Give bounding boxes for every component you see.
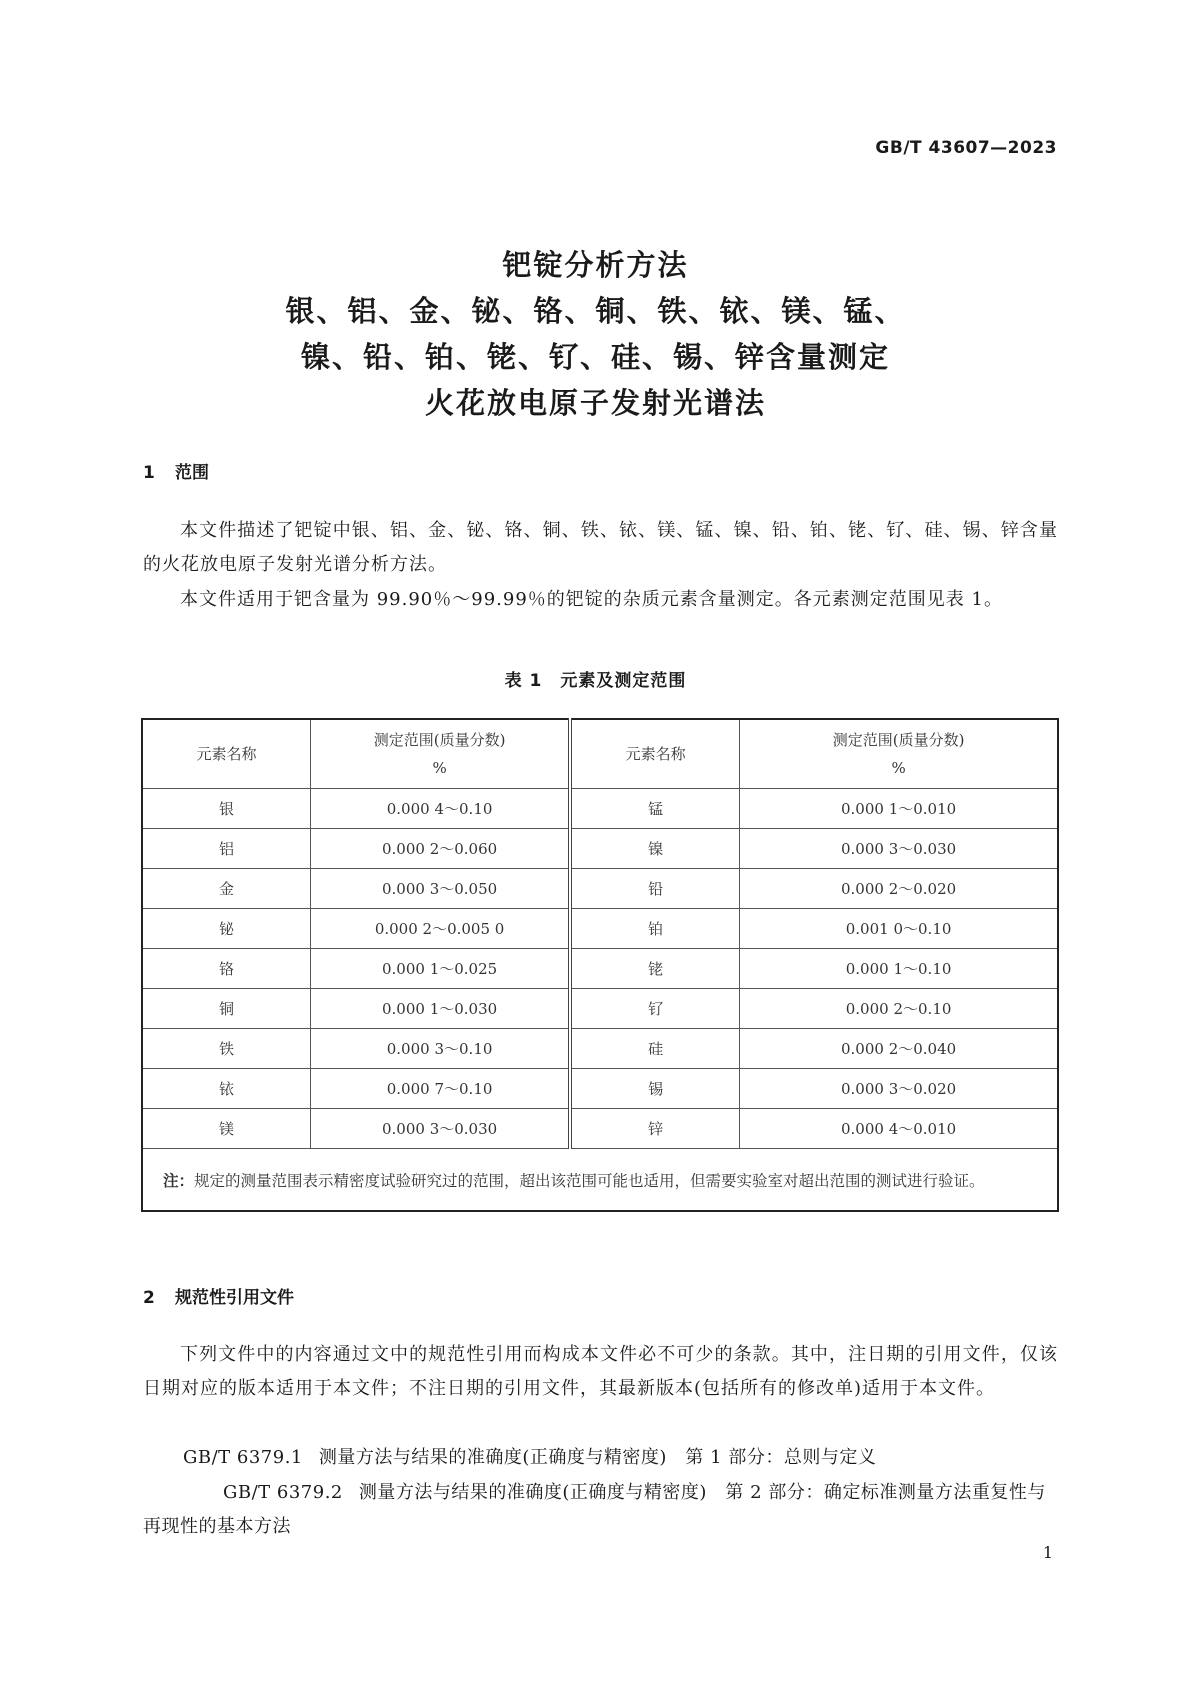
range-cell: 0.001 0～0.10 [740,909,1058,949]
table-row [142,869,1058,909]
scope-paragraph: 本文件适用于钯含量为 99.90％～99.99％的钯锭的杂质元素含量测定。各元素测定范围见表 1。 [180,589,1003,610]
element-cell: 铝 [142,829,311,869]
note-text: 规定的测量范围表示精密度试验研究过的范围，超出该范围可能也适用，但需要实验室对超出范围的测试进行验证。 [194,1171,985,1190]
range-cell: 0.000 4～0.10 [311,789,570,829]
element-cell: 铂 [570,909,740,949]
table-row [142,989,1058,1029]
range-cell: 0.000 2～0.060 [311,829,570,869]
reference-code: GB/T 6379.2 [223,1482,343,1503]
table-row [142,909,1058,949]
element-cell: 铱 [142,1069,311,1109]
section-2-heading [143,1283,294,1308]
element-range-table [141,718,1059,1212]
scope-paragraph: 本文件描述了钯锭中银、铝、金、铋、铬、铜、铁、铱、镁、锰、镍、铅、铂、铑、钌、硅、锡、锌含量的火花放电原子发射光谱分析方法。 [143,520,1058,575]
title-line: 火花放电原子发射光谱法 [424,386,766,420]
range-cell: 0.000 1～0.030 [311,989,570,1029]
table-header-row [142,719,1058,789]
title-line: 银、铝、金、铋、铬、铜、铁、铱、镁、锰、 [285,294,906,328]
table-note-row [142,1149,1058,1212]
element-cell: 铁 [142,1029,311,1069]
section-number: 1 [143,463,155,483]
table-row [142,1109,1058,1149]
element-cell: 镍 [570,829,740,869]
title-line: 钯锭分析方法 [502,248,689,282]
range-cell: 0.000 2～0.020 [740,869,1058,909]
element-cell: 银 [142,789,311,829]
range-cell: 0.000 7～0.10 [311,1069,570,1109]
range-cell: 0.000 2～0.005 0 [311,909,570,949]
reference-title: 测量方法与结果的准确度(正确度与精密度) 第 1 部分：总则与定义 [318,1447,877,1468]
table-row [142,949,1058,989]
page-number: 1 [1042,1543,1053,1562]
section-title: 规范性引用文件 [175,1288,294,1308]
reference-code: GB/T 6379.1 [183,1447,303,1468]
element-cell: 锡 [570,1069,740,1109]
element-cell: 钌 [570,989,740,1029]
header-element-name: 元素名称 [142,719,311,789]
range-cell: 0.000 3～0.030 [740,829,1058,869]
document-title [0,242,1191,426]
range-cell: 0.000 1～0.10 [740,949,1058,989]
range-cell: 0.000 4～0.010 [740,1109,1058,1149]
table-row [142,789,1058,829]
note-label: 注： [163,1171,195,1190]
header-range-label: 测定范围(质量分数) [373,731,506,749]
element-cell: 锌 [570,1109,740,1149]
reference-title: 测量方法与结果的准确度(正确度与精密度) 第 2 部分：确定标准测量方法重复性与再现性的基本方法 [143,1482,1046,1537]
element-cell: 铅 [570,869,740,909]
section-title: 范围 [175,463,209,483]
table-row [142,1069,1058,1109]
range-cell: 0.000 2～0.10 [740,989,1058,1029]
header-range [740,719,1058,789]
normative-references-intro: 下列文件中的内容通过文中的规范性引用而构成本文件必不可少的条款。其中，注日期的引用文件，仅该日期对应的版本适用于本文件；不注日期的引用文件，其最新版本(包括所有的修改单)适用于本文件。 [143,1344,1058,1399]
range-cell: 0.000 1～0.025 [311,949,570,989]
table-caption: 表 1 元素及测定范围 [504,671,687,691]
element-cell: 铬 [142,949,311,989]
range-cell: 0.000 3～0.050 [311,869,570,909]
range-cell: 0.000 1～0.010 [740,789,1058,829]
element-cell: 铑 [570,949,740,989]
section-number: 2 [143,1288,155,1308]
element-cell: 硅 [570,1029,740,1069]
table-note [142,1149,1058,1212]
reference-item [143,1476,1058,1544]
section-1-heading [143,458,209,483]
element-cell: 镁 [142,1109,311,1149]
element-cell: 铜 [142,989,311,1029]
range-cell: 0.000 3～0.030 [311,1109,570,1149]
table-row [142,829,1058,869]
header-range-unit: % [891,759,906,777]
range-cell: 0.000 2～0.040 [740,1029,1058,1069]
header-range [311,719,570,789]
header-range-unit: % [432,759,447,777]
range-cell: 0.000 3～0.020 [740,1069,1058,1109]
element-cell: 锰 [570,789,740,829]
element-cell: 铋 [142,909,311,949]
reference-item [183,1441,1058,1475]
range-cell: 0.000 3～0.10 [311,1029,570,1069]
title-line: 镍、铅、铂、铑、钌、硅、锡、锌含量测定 [300,340,890,374]
header-element-name: 元素名称 [570,719,740,789]
element-cell: 金 [142,869,311,909]
standard-code: GB/T 43607—2023 [875,138,1057,158]
header-range-label: 测定范围(质量分数) [832,731,965,749]
table-row [142,1029,1058,1069]
